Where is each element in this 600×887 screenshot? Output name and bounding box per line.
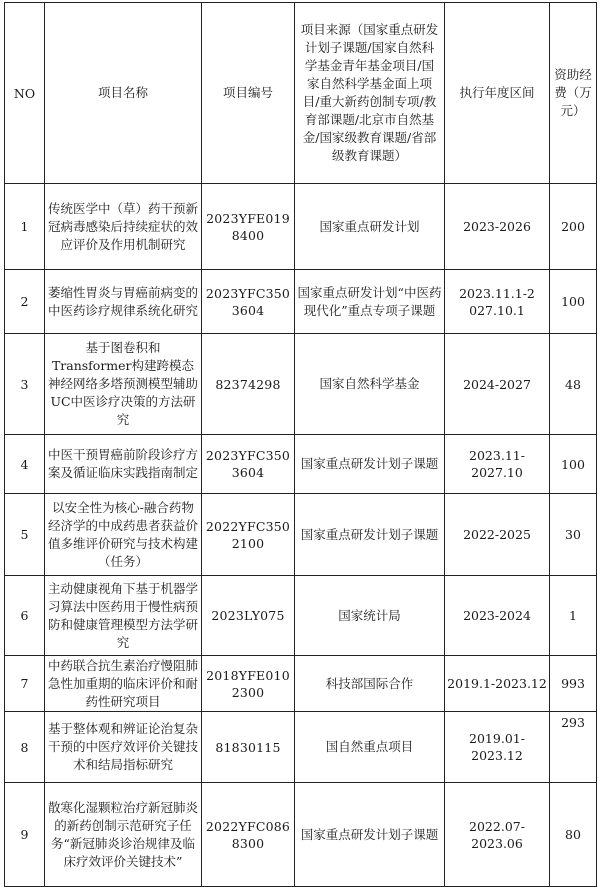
row-no: 4 [5, 435, 45, 494]
row-code: 2023LY075 [202, 576, 295, 656]
row-no: 7 [5, 656, 45, 712]
row-name: 传统医学中（草）药干预新冠病毒感染后持续症状的效应评价及作用机制研究 [45, 184, 202, 270]
row-code: 81830115 [202, 712, 295, 783]
header-code: 项目编号 [202, 3, 295, 184]
row-name: 中药联合抗生素治疗慢阻肺急性加重期的临床评价和耐药性研究项目 [45, 656, 202, 712]
row-period: 2019.1-2023.12 [445, 656, 550, 712]
row-code: 82374298 [202, 334, 295, 435]
row-period: 2022-2025 [445, 494, 550, 576]
row-funding: 100 [550, 435, 597, 494]
table-row [5, 783, 597, 887]
row-period: 2023-2024 [445, 576, 550, 656]
row-code: 2022YFC0868300 [202, 783, 295, 887]
row-code: 2023YFC3503604 [202, 435, 295, 494]
row-period: 2019.01-2023.12 [445, 712, 550, 783]
row-no: 1 [5, 184, 45, 270]
row-funding: 30 [550, 494, 597, 576]
row-name: 主动健康视角下基于机器学习算法中医药用于慢性病预防和健康管理模型方法学研究 [45, 576, 202, 656]
table-row [5, 270, 597, 334]
header-no: NO [5, 3, 45, 184]
row-code: 2023YFE0198400 [202, 184, 295, 270]
row-source: 国家重点研发计划子课题 [295, 783, 445, 887]
row-source: 国家重点研发计划子课题 [295, 494, 445, 576]
header-funding: 资助经费（万元） [550, 3, 597, 184]
row-no: 3 [5, 334, 45, 435]
table-row [5, 712, 597, 783]
row-period: 2024-2027 [445, 334, 550, 435]
row-period: 2023-2026 [445, 184, 550, 270]
row-name: 散寒化湿颗粒治疗新冠肺炎的新药创制示范研究子任务“新冠肺炎诊治规律及临床疗效评价关键技术” [45, 783, 202, 887]
header-source: 项目来源（国家重点研发计划子课题/国家自然科学基金青年基金项目/国家自然科学基金面上项目/重大新药创制专项/教育部课题/北京市自然基金/国家级教育课题/省部级教育课题） [295, 3, 445, 184]
table-row [5, 494, 597, 576]
row-name: 基于图卷积和Transformer构建跨模态神经网络多塔预测模型辅助UC中医诊疗决策的方法研究 [45, 334, 202, 435]
row-source: 国自然重点项目 [295, 712, 445, 783]
row-source: 国家重点研发计划子课题 [295, 435, 445, 494]
row-period: 2022.07-2023.06 [445, 783, 550, 887]
row-funding: 200 [550, 184, 597, 270]
table-row [5, 184, 597, 270]
row-source: 科技部国际合作 [295, 656, 445, 712]
row-source: 国家自然科学基金 [295, 334, 445, 435]
table-row [5, 435, 597, 494]
row-funding: 1 [550, 576, 597, 656]
row-funding: 993 [550, 656, 597, 712]
row-funding: 293 [550, 712, 597, 783]
row-source: 国家重点研发计划 [295, 184, 445, 270]
table-header-row [5, 3, 597, 184]
table-row [5, 656, 597, 712]
project-table [4, 2, 597, 887]
row-source: 国家统计局 [295, 576, 445, 656]
row-code: 2022YFC3502100 [202, 494, 295, 576]
row-period: 2023.11-2027.10 [445, 435, 550, 494]
row-period: 2023.11.1-2027.10.1 [445, 270, 550, 334]
row-no: 8 [5, 712, 45, 783]
row-name: 萎缩性胃炎与胃癌前病变的中医药诊疗规律系统化研究 [45, 270, 202, 334]
header-period: 执行年度区间 [445, 3, 550, 184]
row-funding: 48 [550, 334, 597, 435]
row-no: 6 [5, 576, 45, 656]
row-name: 中医干预胃癌前阶段诊疗方案及循证临床实践指南制定 [45, 435, 202, 494]
table-row [5, 334, 597, 435]
header-name: 项目名称 [45, 3, 202, 184]
row-name: 以安全性为核心-融合药物经济学的中成药患者获益价值多维评价研究与技术构建（任务） [45, 494, 202, 576]
row-code: 2018YFE0102300 [202, 656, 295, 712]
row-no: 2 [5, 270, 45, 334]
row-code: 2023YFC3503604 [202, 270, 295, 334]
row-name: 基于整体观和辨证论治复杂干预的中医疗效评价关键技术和结局指标研究 [45, 712, 202, 783]
row-funding: 100 [550, 270, 597, 334]
row-funding: 80 [550, 783, 597, 887]
table-row [5, 576, 597, 656]
row-source: 国家重点研发计划“中医药现代化”重点专项子课题 [295, 270, 445, 334]
row-no: 9 [5, 783, 45, 887]
row-no: 5 [5, 494, 45, 576]
